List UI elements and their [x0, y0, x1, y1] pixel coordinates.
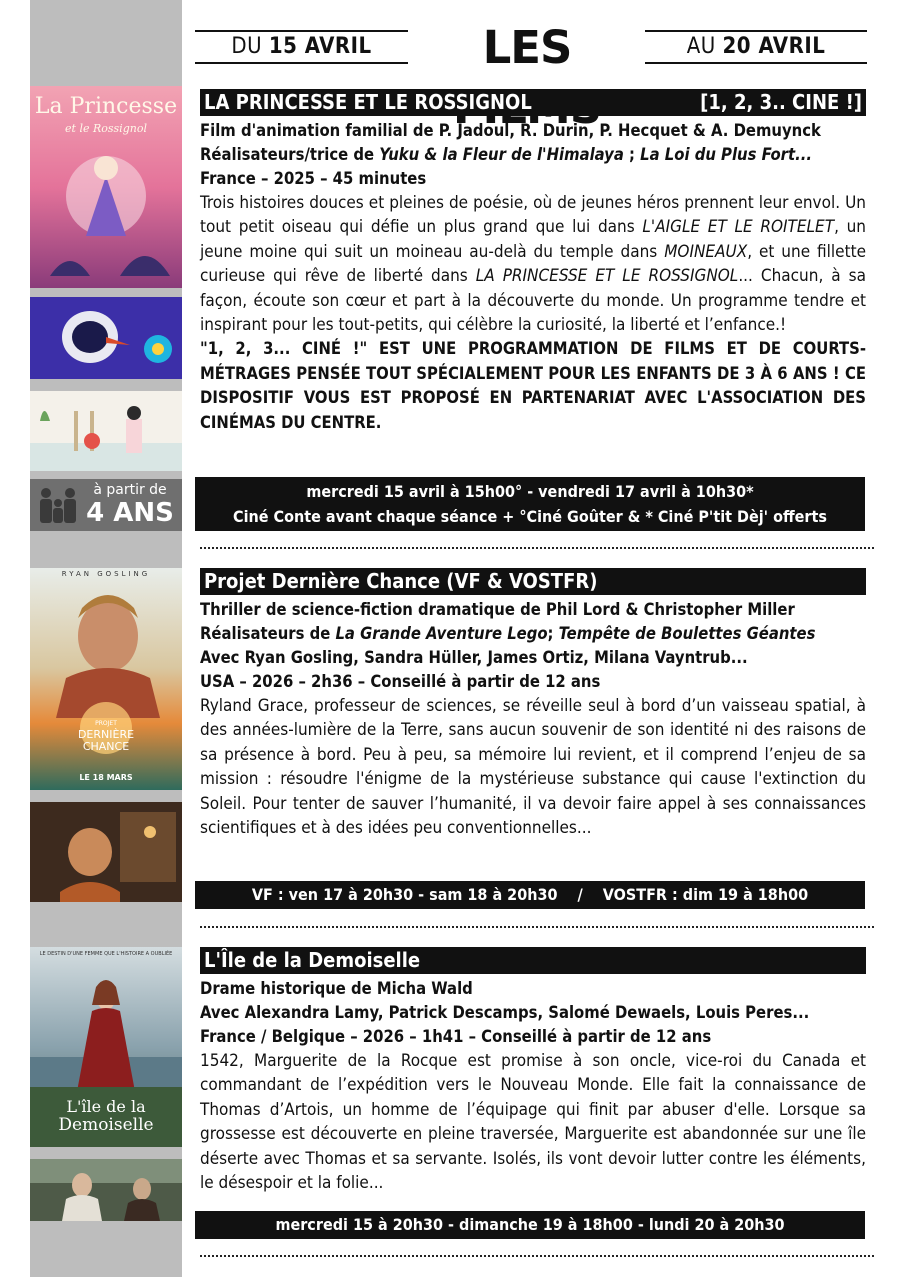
sessions-times: mercredi 15 avril à 15h00° - vendredi 17 avril à 10h30* [306, 482, 754, 501]
film-synopsis: 1542, Marguerite de la Rocque est promise à son oncle, vice-roi du Canada et commandant de l’expédition vers le Nouveau Monde. Elle fait la connaissance de Thomas d’Artois, un homme de l’équipage qui finit par abuser d'elle. Lorsque sa grossesse est découverte en pleine traversée, Marguerite est abandonnée sur une île déserte avec Thomas et sa servante. Isolés, ils vont devoir lutter contre les éléments, le désespoir et la folie... [200, 1051, 866, 1194]
still-ile [30, 1159, 182, 1221]
page-title: LES [482, 21, 572, 74]
film-genre-credits: Thriller de science-fiction dramatique de Phil Lord & Christopher Miller [200, 600, 795, 619]
film-synopsis: Ryland Grace, professeur de sciences, se réveille seul à bord d’un vaisseau spatial, à des années-lumière de la Terre, sans aucun souvenir de son identité ni des raisons de sa présence à bord. Peu à peu, sa mémoire lui revient, et il comprend l’enjeu de sa mission : résoudre l'énigme de la mystérieuse substance qui cause l'extinction du Soleil. Pour tenter de sauver l’humanité, il va devoir faire appel à ses connaissances scientifiques et à des idées peu conventionnelles... [200, 696, 866, 839]
film-title: L'Île de la Demoiselle [204, 948, 421, 972]
poster-projet-actor: RYAN GOSLING [61, 570, 151, 578]
film-cast: Avec Alexandra Lamy, Patrick Descamps, Salomé Dewaels, Louis Peres... [200, 1003, 810, 1022]
start-date: DU 15 AVRIL [195, 30, 408, 64]
film-filmography: Réalisateurs/trice de Yuku & la Fleur de l'Himalaya ; La Loi du Plus Fort... [200, 145, 812, 164]
film-title: LA PRINCESSE ET LE ROSSIGNOL [204, 90, 532, 114]
film-origin-duration: France / Belgique – 2026 – 1h41 – Conseillé à partir de 12 ans [200, 1027, 712, 1046]
family-icon [36, 485, 80, 525]
poster-ile: LE DESTIN D'UNE FEMME QUE L'HISTOIRE A OUBLIÉE L'île de la Demoiselle [30, 947, 182, 1147]
age-badge-caption: à partir de [93, 482, 167, 498]
separator [200, 547, 874, 549]
film-genre-credits: Drame historique de Micha Wald [200, 979, 473, 998]
age-badge [30, 479, 182, 531]
still-princesse-bird [30, 297, 182, 379]
film-filmography: Réalisateurs de La Grande Aventure Lego; Tempête de Boulettes Géantes [200, 624, 816, 643]
film-title: Projet Dernière Chance (VF & VOSTFR) [204, 569, 598, 593]
sessions-times: VF : ven 17 à 20h30 - sam 18 à 20h30 / VOSTFR : dim 19 à 18h00 [251, 885, 809, 904]
poster-princesse [30, 86, 182, 288]
sessions-projet [195, 881, 865, 909]
film-program-description: "1, 2, 3... CINÉ !" EST UNE PROGRAMMATION DE FILMS ET DE COURTS-MÉTRAGES PENSÉE TOUT SPÉCIALEMENT POUR LES ENFANTS DE 3 À 6 ANS ! CE DISPOSITIF VOUS EST PROPOSÉ EN PARTENARIAT AVEC L'ASSOCIATION DES CINÉMAS DU CENTRE. [200, 339, 866, 432]
poster-princesse-title: La Princesse [34, 94, 178, 119]
film-cast: Avec Ryan Gosling, Sandra Hüller, James Ortiz, Milana Vayntrub... [200, 648, 748, 667]
poster-projet: RYAN GOSLING PROJET DERNIÈRE CHANCE LE 18 MARS [30, 568, 182, 790]
film-program-tag: [1, 2, 3.. CINE !] [700, 90, 862, 114]
film-origin-duration: USA – 2026 – 2h36 – Conseillé à partir de 12 ans [200, 672, 601, 691]
film-projet [200, 568, 866, 840]
film-ile [200, 947, 866, 1195]
film-title-bar [200, 568, 866, 595]
sessions-extras: Ciné Conte avant chaque séance + °Ciné Goûter & * Ciné P'tit Dèj' offerts [233, 507, 827, 526]
film-genre-credits: Film d'animation familial de P. Jadoul, R. Durin, P. Hecquet & A. Demuynck [200, 121, 821, 140]
separator [200, 926, 874, 928]
poster-princesse-subtitle: et le Rossignol [65, 122, 147, 135]
film-synopsis: Trois histoires douces et pleines de poésie, où de jeunes héros prennent leur envol. Un tout petit oiseau qui défie un plus grand que lui dans L'AIGLE ET LE ROITELET, un jeune moine qui suit un moineau au-delà du temple dans MOINEAUX, et une fillette curieuse qui rêve de liberté dans LA PRINCESSE ET LE ROSSIGNOL... Chacun, à sa façon, écoute son cœur et part à la découverte du monde. Un programme tendre et inspirant pour les tout-petits, qui célèbre la curiosité, la liberté et l’enfance.! [200, 193, 866, 336]
sessions-princesse [195, 477, 865, 531]
film-title-bar [200, 947, 866, 974]
film-princesse [200, 89, 866, 435]
age-badge-value: 4 ANS [86, 498, 174, 528]
page-header [195, 0, 867, 80]
sessions-ile [195, 1211, 865, 1239]
still-princesse-garden [30, 391, 182, 471]
end-date: AU 20 AVRIL [645, 30, 867, 64]
sessions-times: mercredi 15 à 20h30 - dimanche 19 à 18h00 - lundi 20 à 20h30 [275, 1215, 785, 1234]
film-title-bar [200, 89, 866, 116]
film-origin-duration: France – 2025 – 45 minutes [200, 169, 427, 188]
separator [200, 1255, 874, 1257]
still-projet [30, 802, 182, 902]
